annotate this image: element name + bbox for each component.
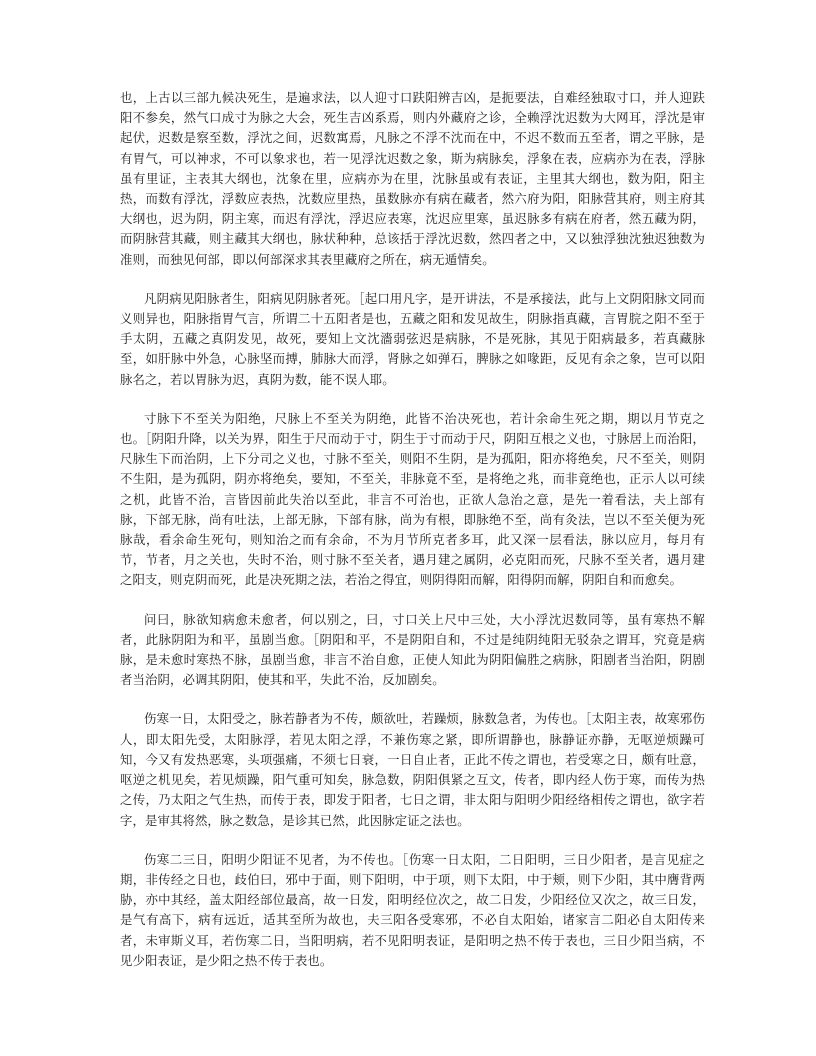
document-page bbox=[120, 88, 705, 971]
paragraph-6: 伤寒二三日，阳明少阳证不见者，为不传也。［伤寒一日太阳，二日阳明，三日少阳者，是言见症之期，非传经之日也，歧伯曰，邪中于面，则下阳明，中于项，则下太阳，中于颊，则下少阳，其中膺背两胁，亦中其经，盖太阳经部位最高，故一日发，阳明经位次之，故二日发，少阳经位又次之，故三日发，是气有高下，病有远近，适其至所为故也，夫三阳各受寒邪，不必自太阳始，诸家言二阳必自太阳传来者，未审斯义耳，若伤寒二日，当阳明病，若不见阳明表证，是阳明之热不传于表也，三日少阳当病，不见少阳表证，是少阳之热不传于表也。 bbox=[120, 851, 705, 968]
paragraph-2: 凡阴病见阳脉者生，阳病见阴脉者死。［起口用凡字，是开讲法，不是承接法，此与上文阴阳脉文同而义则异也，阳脉指胃气言，所谓二十五阳者是也，五藏之阳和发见故生，阴脉指真藏，言胃脘之阳不至于手太阴，五藏之真阴发见，故死，要知上文沈濇弱弦迟是病脉，不是死脉，其见于阳病最多，若真藏脉至，如肝脉中外急，心脉坚而搏，肺脉大而浮，肾脉之如弹石，脾脉之如喙距，反见有余之象，岂可以阳脉名之，若以胃脉为迟，真阴为数，能不误人耶。 bbox=[120, 290, 705, 387]
paragraph-1: 也，上古以三部九候决死生，是遍求法，以人迎寸口趺阳辨吉凶，是扼要法，自难经独取寸口，并人迎趺阳不参矣，然气口成寸为脉之大会，死生吉凶系焉，则内外藏府之诊，全赖浮沈迟数为大网耳，浮沈是审起伏，迟数是察至数，浮沈之间，迟数寓焉，凡脉之不浮不沈而在中，不迟不数而五至者，谓之平脉，是有胃气，可以神求，不可以象求也，若一见浮沈迟数之象，斯为病脉矣，浮象在表，应病亦为在表，浮脉虽有里证，主表其大纲也，沈象在里，应病亦为在里，沈脉虽或有表证，主里其大纲也，数为阳，阳主热，而数有浮沈，浮数应表热，沈数应里热，虽数脉亦有病在藏者，然六府为阳，阳脉营其府，则主府其大纲也，迟为阴，阴主寒，而迟有浮沈，浮迟应表寒，沈迟应里寒，虽迟脉多有病在府者，然五藏为阴，而阴脉营其藏，则主藏其大纲也，脉状种种，总该括于浮沈迟数，然四者之中，又以独浮独沈独迟独数为准则，而独见何部，即以何部深求其表里藏府之所在，病无遁情矣。 bbox=[120, 90, 705, 267]
paragraph-3: 寸脉下不至关为阳绝，尺脉上不至关为阴绝，此皆不治决死也，若计余命生死之期，期以月节克之也。［阴阳升降，以关为界，阳生于尺而动于寸，阴生于寸而动于尺，阴阳互根之义也，寸脉居上而治阳，尺脉生下而治阴，上下分司之义也，寸脉不至关，则阳不生阴，是为孤阳，阳亦将绝矣，尺不至关，则阴不生阳，是为孤阴，阴亦将绝矣，要知，不至关，非脉竟不至，是将绝之兆，而非竟绝也，正示人以可续之机，此皆不治，言皆因前此失治以至此，非言不可治也，正欲人急治之意，是先一着看法，夫上部有脉，下部无脉，尚有吐法，上部无脉，下部有脉，尚为有根，即脉绝不至，尚有灸法，岂以不至关便为死脉哉，看余命生死句，则知治之而有余命，不为月节所克者多耳，此又深一层看法，脉以应月，每月有节，节者，月之关也，失时不治，则寸脉不至关者，遇月建之属阴，必克阳而死，尺脉不至关者，遇月建之阳支，则克阴而死，此是决死期之法，若治之得宜，则阴得阳而解，阳得阴而解，阴阳自和而愈矣。 bbox=[120, 410, 705, 588]
paragraph-4: 问曰，脉欲知病愈未愈者，何以别之，曰，寸口关上尺中三处，大小浮沈迟数同等，虽有寒热不解者，此脉阴阳为和平，虽剧当愈。［阴阳和平，不是阴阳自和，不过是纯阴纯阳无驳杂之谓耳，究竟是病脉，是未愈时寒热不脉，虽剧当愈，非言不治自愈，正使人知此为阴阳偏胜之病脉，阳剧者当治阳，阴剧者当治阴，必调其阴阳，使其和平，失此不治，反加剧矣。 bbox=[120, 611, 705, 688]
paragraph-5: 伤寒一日，太阳受之，脉若静者为不传，颇欲吐，若躁烦，脉数急者，为传也。［太阳主表，故寒邪伤人，即太阳先受，太阳脉浮，若见太阳之浮，不兼伤寒之紧，即所谓静也，脉静证亦静，无呕逆烦躁可知，今又有发热恶寒，头项强痛，不须七日衰，一日自止者，正此不传之谓也，若受寒之日，颇有吐意，呕逆之机见矣，若见烦躁，阳气重可知矣，脉急数，阴阳俱紧之互文，传者，即内经人伤于寒，而传为热之传，乃太阳之气生热，而传于表，即发于阳者，七日之谓，非太阳与阳明少阳经络相传之谓也，欲字若字，是审其将然，脉之数急，是诊其已然，此因脉定证之法也。 bbox=[120, 711, 705, 828]
